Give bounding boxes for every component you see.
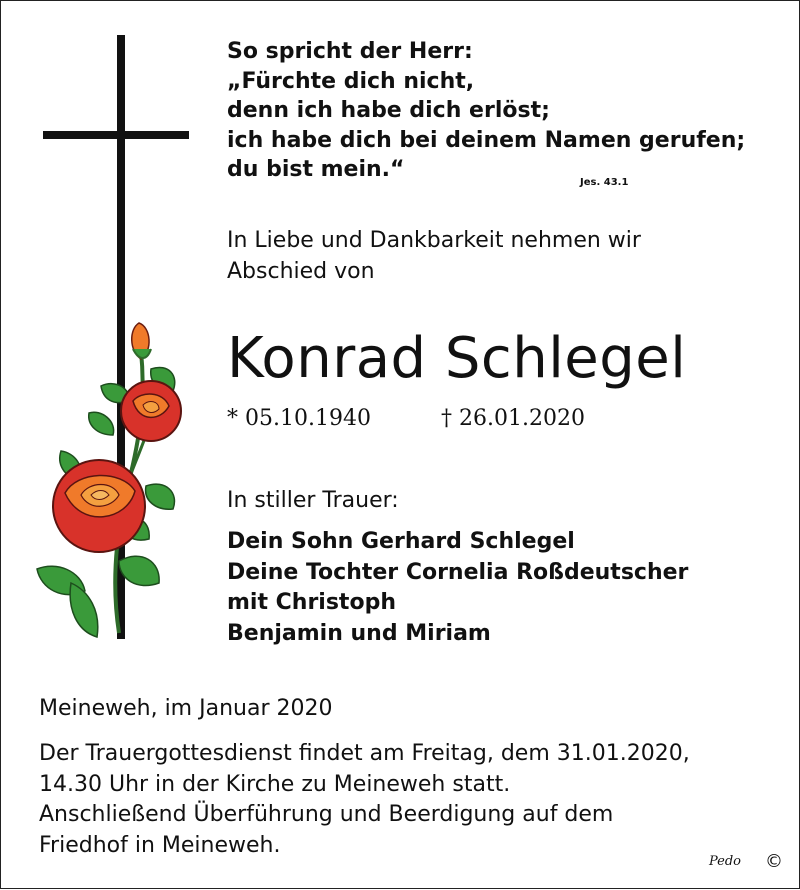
service-line: Friedhof in Meineweh. bbox=[39, 832, 281, 858]
birth-date: * 05.10.1940 bbox=[227, 406, 371, 431]
rose-bouquet-icon bbox=[37, 323, 181, 637]
verse-line: ich habe dich bei deinem Namen gerufen; bbox=[227, 127, 746, 153]
mourners-list bbox=[227, 527, 688, 649]
copyright-icon: © bbox=[765, 851, 783, 872]
mourner-name: mit Christoph bbox=[227, 590, 396, 615]
service-info bbox=[39, 739, 690, 861]
artist-signature: Pedo bbox=[709, 854, 742, 869]
verse-line: du bist mein.“ bbox=[227, 157, 405, 182]
service-line: 14.30 Uhr in der Kirche zu Meineweh statt. bbox=[39, 771, 511, 797]
service-line: Der Trauergottesdienst findet am Freitag, dem 31.01.2020, bbox=[39, 741, 690, 766]
intro-line: Abschied von bbox=[227, 259, 375, 284]
mourner-name: Benjamin und Miriam bbox=[227, 620, 491, 646]
verse-line: So spricht der Herr: bbox=[227, 39, 473, 64]
place-date: Meineweh, im Januar 2020 bbox=[39, 696, 333, 721]
mourning-label: In stiller Trauer: bbox=[227, 488, 399, 513]
service-line: Anschließend Überführung und Beerdigung auf dem bbox=[39, 802, 614, 827]
verse-line: „Fürchte dich nicht, bbox=[227, 68, 475, 94]
verse-source: Jes. 43.1 bbox=[580, 177, 629, 188]
death-date: † 26.01.2020 bbox=[441, 406, 585, 431]
bible-verse bbox=[227, 37, 745, 185]
intro-line: In Liebe und Dankbarkeit nehmen wir bbox=[227, 228, 641, 253]
mourner-name: Deine Tochter Cornelia Roßdeutscher bbox=[227, 559, 689, 585]
deceased-name: Konrad Schlegel bbox=[227, 326, 687, 391]
verse-line: denn ich habe dich erlöst; bbox=[227, 98, 550, 123]
farewell-intro bbox=[227, 225, 641, 287]
mourner-name: Dein Sohn Gerhard Schlegel bbox=[227, 529, 575, 554]
